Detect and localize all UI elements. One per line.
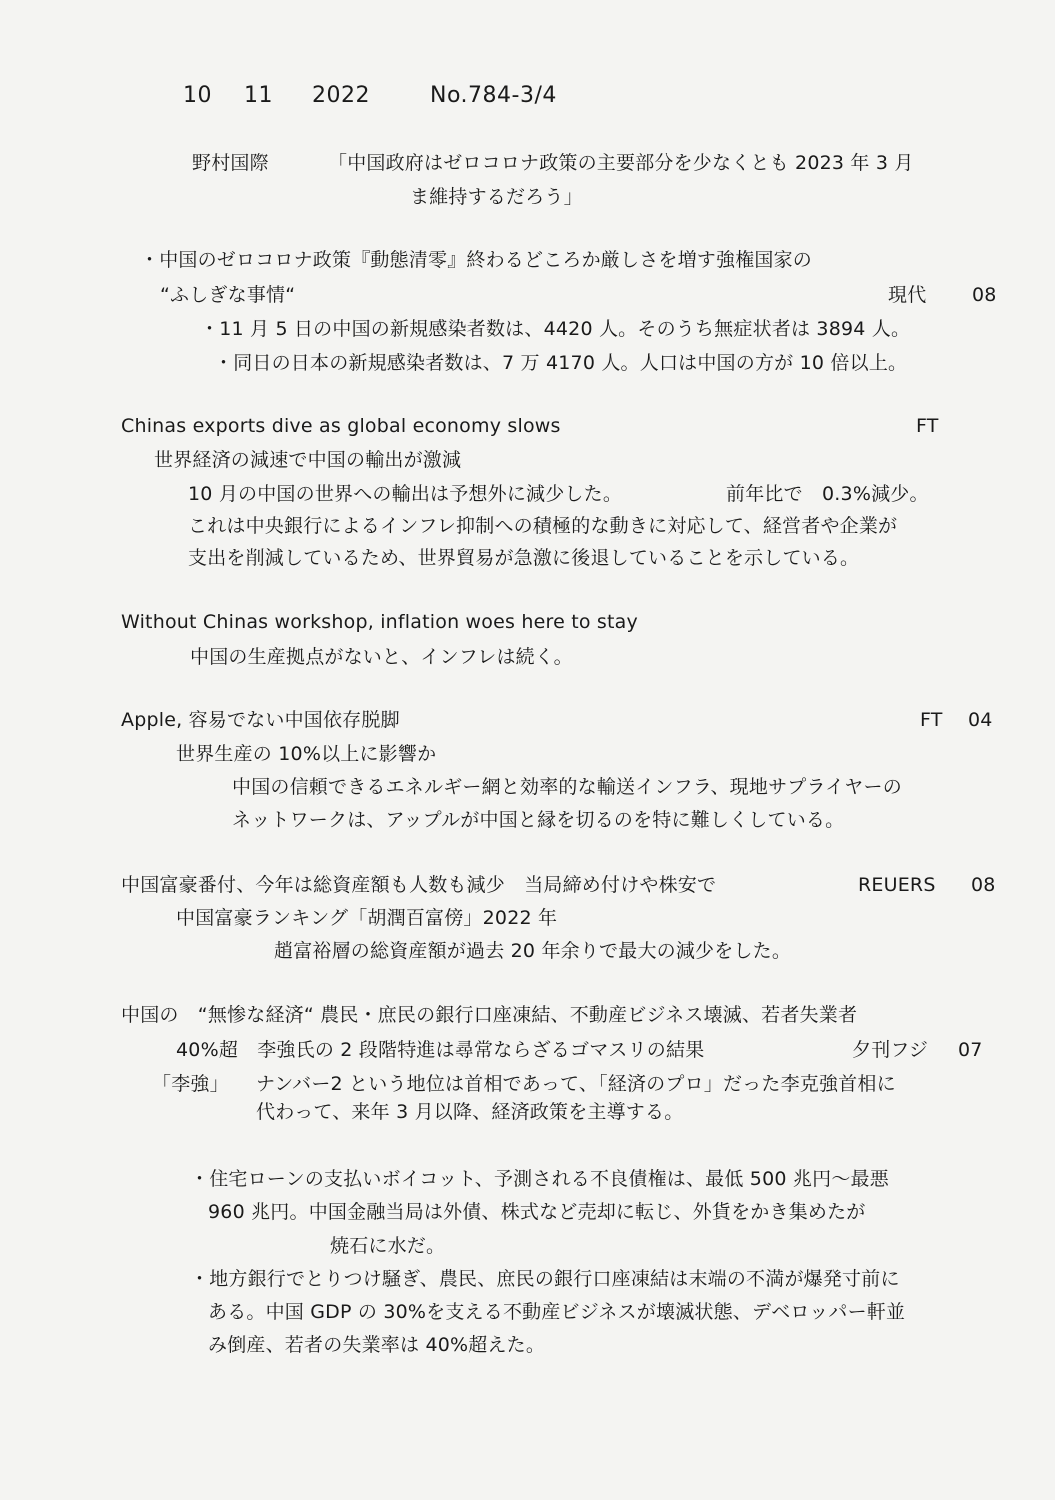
economy-bullet1-line2: 960 兆円。中国金融当局は外債、株式など売却に転じ、外貨をかき集めたが	[208, 1201, 866, 1223]
exports-title: Chinas exports dive as global economy slows	[121, 415, 561, 437]
exports-body1b: 前年比で 0.3%減少。	[726, 483, 929, 505]
rich-date: 08	[971, 874, 996, 896]
economy-bullet1-line1: ・住宅ローンの支払いボイコット、予測される不良債権は、最低 500 兆円～最悪	[190, 1168, 889, 1190]
economy-bullet2-line1: ・地方銀行でとりつけ騒ぎ、農民、庶民の銀行口座凍結は末端の不満が爆発寸前に	[190, 1268, 900, 1290]
workshop-title: Without Chinas workshop, inflation woes here to stay	[121, 611, 638, 633]
economy-bullet2-line3: み倒産、若者の失業率は 40%超えた。	[208, 1334, 546, 1356]
apple-body1: 中国の信頼できるエネルギー網と効率的な輸送インフラ、現地サプライヤーの	[232, 776, 902, 798]
exports-subtitle: 世界経済の減速で中国の輸出が激減	[154, 449, 462, 471]
zero-covid-bullet2: ・同日の日本の新規感染者数は、7 万 4170 人。人口は中国の方が 10 倍以上。	[214, 352, 908, 374]
li-line1: ナンバー2 という地位は首相であって、「経済のプロ」だった李克強首相に	[256, 1073, 896, 1095]
header-month: 11	[244, 83, 273, 108]
zero-covid-date: 08	[972, 284, 997, 306]
zero-covid-source: 現代	[888, 284, 927, 306]
economy-bullet2-line2: ある。中国 GDP の 30%を支える不動産ビジネスが壊滅状態、デベロッパー軒並	[208, 1301, 906, 1323]
apple-source: FT	[920, 709, 943, 731]
exports-body3: 支出を削減しているため、世界貿易が急激に後退していることを示している。	[188, 547, 860, 569]
nomura-quote-line1: 「中国政府はゼロコロナ政策の主要部分を少なくとも 2023 年 3 月	[328, 152, 914, 174]
workshop-body: 中国の生産拠点がないと、インフレは続く。	[190, 646, 573, 668]
apple-subtitle: 世界生産の 10%以上に影響か	[176, 743, 437, 765]
economy-title-line1: 中国の “無惨な経済“ 農民・庶民の銀行口座凍結、不動産ビジネス壊滅、若者失業者	[121, 1004, 858, 1026]
header-issue: No.784-3/4	[430, 83, 557, 108]
exports-body1: 10 月の中国の世界への輸出は予想外に減少した。	[188, 483, 623, 505]
zero-covid-title-line1: ・中国のゼロコロナ政策『動態清零』終わるどころか厳しさを増す強権国家の	[140, 249, 813, 271]
rich-source: REUERS	[858, 874, 936, 896]
apple-date: 04	[968, 709, 993, 731]
header-year: 2022	[312, 83, 370, 108]
exports-source: FT	[916, 415, 939, 437]
zero-covid-title-line2: “ふしぎな事情“	[160, 284, 296, 306]
apple-body2: ネットワークは、アップルが中国と縁を切るのを特に難しくしている。	[232, 809, 845, 831]
li-label: 「李強」	[152, 1073, 229, 1095]
rich-title: 中国富豪番付、今年は総資産額も人数も減少 当局締め付けや株安で	[121, 874, 717, 896]
nomura-quote-line2: ま維持するだろう」	[410, 186, 583, 208]
economy-date: 07	[958, 1039, 983, 1061]
economy-source: 夕刊フジ	[852, 1039, 929, 1061]
rich-subtitle: 中国富豪ランキング「胡潤百富傍」2022 年	[176, 907, 558, 929]
rich-body: 趙富裕層の総資産額が過去 20 年余りで最大の減少をした。	[274, 940, 792, 962]
nomura-source: 野村国際	[192, 152, 269, 174]
li-line2: 代わって、来年 3 月以降、経済政策を主導する。	[256, 1101, 684, 1123]
zero-covid-bullet1: ・11 月 5 日の中国の新規感染者数は、4420 人。そのうち無症状者は 3894 人。	[200, 318, 911, 340]
header-day: 10	[183, 83, 212, 108]
economy-title-line2: 40%超 李強氏の 2 段階特進は尋常ならざるゴマスリの結果	[176, 1039, 705, 1061]
apple-title: Apple, 容易でない中国依存脱脚	[121, 709, 400, 731]
exports-body2: これは中央銀行によるインフレ抑制への積極的な動きに対応して、経営者や企業が	[188, 515, 898, 537]
economy-bullet1-line3: 焼石に水だ。	[330, 1235, 446, 1257]
